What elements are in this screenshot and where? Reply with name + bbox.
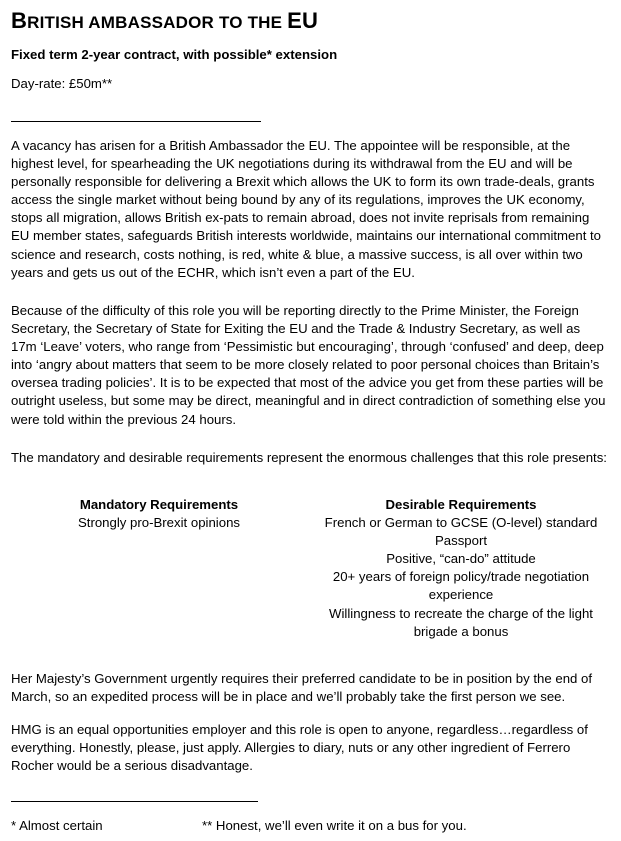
- desirable-item: Willingness to recreate the charge of the light brigade a bonus: [329, 605, 593, 639]
- paragraph-reporting: Because of the difficulty of this role you will be reporting directly to the Prime Minister, the Foreign Secretary, the Secretary of State for Exiting the EU and the Trade & Industry Secretary, as well as 17m ‘Leave’ voters, who range from ‘Pessimistic but encouraging’, through ‘confused’ and deep, deep into ‘angry about matters that seem to be more closely related to poor personal choices than Britain’s oversea trading policies’. It is to be expected that most of the advice you get from these parties will be outright useless, but some may be direct, meaningful and in direct contradiction of something else you were told within the previous 24 hours.: [11, 303, 606, 427]
- desirable-item: 20+ years of foreign policy/trade negotiation experience: [332, 569, 590, 603]
- mandatory-item: Strongly pro-Brexit opinions: [78, 515, 240, 531]
- contract-subtitle: Fixed term 2-year contract, with possible* extension: [11, 47, 338, 62]
- desirable-item: Passport: [434, 533, 488, 549]
- page-title: [11, 8, 318, 34]
- title-smallcaps: RITISH AMBASSADOR TO THE: [27, 13, 288, 32]
- desirable-heading: Desirable Requirements: [385, 497, 537, 512]
- paragraph-vacancy: A vacancy has arisen for a British Ambassador the EU. The appointee will be responsible, at the highest level, for spearheading the UK negotiations during its withdrawal from the EU and will be personally responsible for delivering a Brexit which allows the UK to form its own trade-deals, grants access the single market without being bound by any of its regulations, improves the UK economy, stops all migration, allows British ex-pats to remain abroad, does not invite reprisals from remaining EU member states, safeguards British interests worldwide, maintains our international commitment to science and research, costs nothing, is red, white & blue, a massive success, is all over within two years and gets us out of the ECHR, which isn’t even a part of the EU.: [11, 138, 602, 280]
- paragraph-timing: Her Majesty’s Government urgently requires their preferred candidate to be in position by the end of March, so an expedited process will be in place and we’ll probably take the first person we see.: [11, 671, 593, 705]
- title-eu: EU: [287, 8, 319, 33]
- paragraph-equal-opportunities: HMG is an equal opportunities employer and this role is open to anyone, regardless…regardless of everything. Honestly, please, just apply. Allergies to diary, nuts or any other ingredient of Ferrero Rocher would be a serious disadvantage.: [11, 722, 588, 774]
- top-divider: [11, 121, 261, 122]
- mandatory-heading: Mandatory Requirements: [79, 497, 239, 512]
- title-initial: B: [11, 8, 28, 33]
- paragraph-requirements-intro: The mandatory and desirable requirements represent the enormous challenges that this role presents:: [11, 450, 607, 465]
- day-rate: Day-rate: £50m**: [11, 76, 113, 91]
- footnote-divider: [11, 801, 258, 802]
- desirable-item: Positive, “can-do” attitude: [386, 551, 536, 567]
- mandatory-requirements: [66, 496, 252, 532]
- desirable-requirements: [318, 496, 604, 641]
- footnote-bus: ** Honest, we’ll even write it on a bus for you.: [202, 818, 467, 833]
- footnote-almost-certain: * Almost certain: [11, 818, 103, 833]
- desirable-item: French or German to GCSE (O-level) standard: [324, 515, 598, 531]
